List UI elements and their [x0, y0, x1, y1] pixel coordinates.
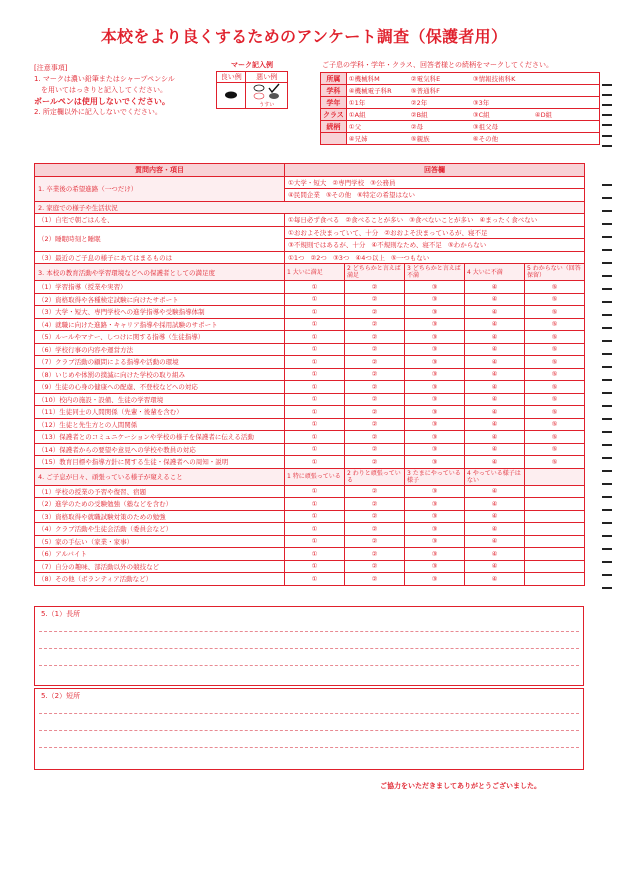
- q4-scale-header: 4 やっている様子はない: [465, 468, 525, 485]
- empty-cell: [525, 498, 585, 511]
- info-instruction: ご子息の学科・学年・クラス、回答者様との続柄をマークしてください。: [322, 61, 553, 69]
- timing-mark: [602, 496, 612, 498]
- q3-item-label: （7）クラブ活動の顧問による指導や活動の環境: [35, 356, 285, 369]
- timing-mark: [602, 104, 612, 106]
- q4-scale-header: 2 わりと頑張っている: [345, 468, 405, 485]
- filled-mark-icon: [217, 83, 246, 109]
- timing-mark: [602, 574, 612, 576]
- timing-mark: [602, 249, 612, 251]
- answer-option[interactable]: ①毎日必ず食べる: [288, 216, 340, 225]
- thin-mark-label: うすい: [259, 102, 275, 108]
- answer-bubble[interactable]: ④: [465, 418, 525, 431]
- answer-bubble[interactable]: ③: [405, 393, 465, 406]
- answer-bubble[interactable]: ③: [405, 318, 465, 331]
- answer-bubble[interactable]: ①: [285, 418, 345, 431]
- answer-option[interactable]: ①1つ: [288, 253, 305, 262]
- answer-bubble[interactable]: ②: [345, 510, 405, 523]
- answer-bubble[interactable]: ⑤: [525, 381, 585, 394]
- q2-2-label: （2）睡眠時刻と睡眠: [35, 226, 285, 251]
- info-row-options: [346, 97, 599, 109]
- info-option[interactable]: ①A組: [348, 111, 366, 119]
- timing-mark: [602, 522, 612, 524]
- answer-bubble[interactable]: ④: [465, 318, 525, 331]
- notes-section: [34, 63, 214, 118]
- timing-mark: [602, 431, 612, 433]
- answer-bubble[interactable]: ③: [405, 368, 465, 381]
- q3-item-label: （8）いじめや体罰の撲滅に向けた学校の取り組み: [35, 368, 285, 381]
- answer-bubble[interactable]: ⑤: [525, 368, 585, 381]
- q2-label: 2. 家庭での様子や生活状況: [35, 201, 585, 214]
- q4-item-label: （8）その他（ボランティア活動など）: [35, 573, 285, 586]
- answer-bubble[interactable]: ①: [285, 560, 345, 573]
- answer-option[interactable]: ①大学・短大: [288, 178, 327, 187]
- answer-bubble[interactable]: ③: [405, 485, 465, 498]
- timing-mark: [602, 197, 612, 199]
- answer-option[interactable]: ⑥特定の希望はない: [357, 191, 415, 200]
- answer-bubble[interactable]: ②: [345, 548, 405, 561]
- timing-mark: [602, 392, 612, 394]
- timing-mark: [602, 483, 612, 485]
- answer-option[interactable]: ⑤わからない: [447, 241, 487, 250]
- info-option[interactable]: ④D組: [534, 111, 553, 119]
- answer-options: [285, 251, 585, 264]
- answer-bubble[interactable]: ③: [405, 456, 465, 469]
- answer-bubble[interactable]: ②: [345, 560, 405, 573]
- good-example-label: 良い例: [217, 72, 246, 83]
- answer-bubble[interactable]: ①: [285, 318, 345, 331]
- timing-mark: [602, 210, 612, 212]
- answer-bubble[interactable]: ①: [285, 535, 345, 548]
- answer-bubble[interactable]: ①: [285, 381, 345, 394]
- header-item: 質問内容・項目: [35, 164, 285, 177]
- answer-bubble[interactable]: ④: [465, 431, 525, 444]
- answer-option[interactable]: ④まったく食べない: [479, 216, 538, 225]
- answer-option[interactable]: ③3つ: [332, 253, 350, 262]
- answer-bubble[interactable]: ④: [465, 406, 525, 419]
- answer-bubble[interactable]: ③: [405, 535, 465, 548]
- timing-mark: [602, 587, 612, 589]
- mark-example-title: マーク記入例: [231, 61, 273, 69]
- answer-bubble[interactable]: ①: [285, 306, 345, 319]
- timing-mark: [602, 314, 612, 316]
- q3-item-label: （5）ルールやマナー、しつけに関する指導（生徒指導）: [35, 331, 285, 344]
- answer-bubble[interactable]: ②: [345, 456, 405, 469]
- q3-item-label: （1）学習指導（授業や実習）: [35, 281, 285, 294]
- q3-item-label: （14）保護者からの要望や意見への学校や教員の対応: [35, 443, 285, 456]
- answer-options: [285, 239, 585, 252]
- q4-item-label: （7）自分の趣味、部活動以外の競技など: [35, 560, 285, 573]
- info-option[interactable]: ④機械電子科R: [348, 87, 392, 95]
- strengths-box[interactable]: [34, 606, 584, 686]
- answer-bubble[interactable]: ③: [405, 510, 465, 523]
- answer-bubble[interactable]: ③: [405, 406, 465, 419]
- answer-bubble[interactable]: ②: [345, 368, 405, 381]
- info-row-options: [346, 121, 599, 133]
- info-option[interactable]: ⑤親族: [410, 135, 430, 143]
- student-info-table: [320, 72, 600, 145]
- mark-example-box: [214, 60, 290, 109]
- timing-mark: [602, 535, 612, 537]
- info-option[interactable]: ③祖父母: [472, 123, 499, 131]
- answer-bubble[interactable]: ⑤: [525, 431, 585, 444]
- q4-empty-header: [525, 468, 585, 485]
- timing-mark: [602, 184, 612, 186]
- answer-bubble[interactable]: ①: [285, 548, 345, 561]
- answer-bubble[interactable]: ①: [285, 510, 345, 523]
- empty-cell: [525, 573, 585, 586]
- answer-bubble[interactable]: ①: [285, 343, 345, 356]
- q4-item-label: （3）資格取得や就職試験対策のための勉強: [35, 510, 285, 523]
- q3-label: 3. 本校の教育活動や学習環境などへの保護者としての満足度: [35, 264, 285, 281]
- timing-mark: [602, 288, 612, 290]
- answer-bubble[interactable]: ④: [465, 306, 525, 319]
- answer-option[interactable]: ③不規則ではあるが、十分: [288, 241, 366, 250]
- notes-line: 2. 所定欄以外に記入しないでください。: [34, 108, 162, 116]
- q3-item-label: （3）大学・短大、専門学校への進学指導や受験指導体制: [35, 306, 285, 319]
- answer-bubble[interactable]: ②: [345, 381, 405, 394]
- q3-scale-header: 3 どちらかと言えば不満: [405, 264, 465, 281]
- timing-mark: [602, 561, 612, 563]
- answer-option[interactable]: ③公務員: [370, 178, 396, 187]
- answer-bubble[interactable]: ①: [285, 368, 345, 381]
- answer-bubble[interactable]: ④: [465, 281, 525, 294]
- answer-bubble[interactable]: ④: [465, 331, 525, 344]
- q3-item-label: （13）保護者とのコミュニケーションや学校の様子を保護者に伝える活動: [35, 431, 285, 444]
- q3-item-label: （4）就職に向けた進路・キャリア指導や採用試験のサポート: [35, 318, 285, 331]
- timing-mark: [602, 262, 612, 264]
- timing-mark: [602, 366, 612, 368]
- answer-bubble[interactable]: ①: [285, 443, 345, 456]
- answer-bubble[interactable]: ①: [285, 573, 345, 586]
- answer-bubble[interactable]: ②: [345, 431, 405, 444]
- answer-bubble[interactable]: ⑤: [525, 406, 585, 419]
- answer-option[interactable]: ④民間企業: [288, 191, 320, 200]
- weaknesses-label: 5.（2）短所: [41, 692, 81, 700]
- answer-bubble[interactable]: ③: [405, 418, 465, 431]
- answer-option[interactable]: ②2つ: [310, 253, 327, 262]
- answer-bubble[interactable]: ④: [465, 381, 525, 394]
- answer-bubble[interactable]: ①: [285, 523, 345, 536]
- answer-options: [285, 226, 585, 239]
- info-option[interactable]: ④兄姉: [348, 135, 368, 143]
- answer-bubble[interactable]: ③: [405, 573, 465, 586]
- answer-options: [285, 214, 585, 227]
- info-option[interactable]: ①1年: [348, 99, 366, 107]
- info-option[interactable]: ②母: [410, 123, 424, 131]
- timing-mark: [602, 145, 612, 147]
- empty-cell: [525, 523, 585, 536]
- answer-bubble[interactable]: ②: [345, 498, 405, 511]
- answer-bubble[interactable]: ④: [465, 498, 525, 511]
- q3-item-label: （2）資格取得や各種検定試験に向けたサポート: [35, 293, 285, 306]
- answer-bubble[interactable]: ④: [465, 343, 525, 356]
- timing-mark: [602, 301, 612, 303]
- answer-bubble[interactable]: ②: [345, 523, 405, 536]
- info-option[interactable]: ③C組: [472, 111, 490, 119]
- answer-bubble[interactable]: ③: [405, 560, 465, 573]
- answer-bubble[interactable]: ⑤: [525, 443, 585, 456]
- info-option[interactable]: ②B組: [410, 111, 428, 119]
- answer-option[interactable]: ②専門学校: [332, 178, 365, 187]
- q4-item-label: （4）クラブ活動や生徒会活動（委員会など）: [35, 523, 285, 536]
- q2-1-label: （1）自宅で朝ごはんを、: [35, 214, 285, 227]
- answer-bubble[interactable]: ②: [345, 281, 405, 294]
- answer-bubble[interactable]: ③: [405, 431, 465, 444]
- answer-bubble[interactable]: ⑤: [525, 281, 585, 294]
- info-option[interactable]: ②2年: [410, 99, 428, 107]
- info-row-label: クラス: [321, 109, 347, 121]
- info-row-options: [346, 73, 599, 85]
- info-row-options: [346, 133, 599, 145]
- answer-bubble[interactable]: ①: [285, 498, 345, 511]
- q3-item-label: （10）校内の施設・設備、生徒の学習環境: [35, 393, 285, 406]
- q4-item-label: （5）家の手伝い（家業・家事）: [35, 535, 285, 548]
- answer-bubble[interactable]: ②: [345, 343, 405, 356]
- info-option[interactable]: ⑤普通科F: [410, 87, 440, 95]
- q4-label: 4. ご子息が日々、頑張っている様子が窺えること: [35, 468, 285, 485]
- q3-item-label: （9）生徒の心身の健康への配慮、不登校などへの対応: [35, 381, 285, 394]
- answer-bubble[interactable]: ③: [405, 343, 465, 356]
- answer-bubble[interactable]: ③: [405, 523, 465, 536]
- answer-bubble[interactable]: ②: [345, 306, 405, 319]
- q1-label: 1. 卒業後の希望進路（一つだけ）: [35, 176, 285, 201]
- answer-bubble[interactable]: ②: [345, 356, 405, 369]
- answer-bubble[interactable]: ④: [465, 535, 525, 548]
- empty-cell: [525, 548, 585, 561]
- info-row-label: 学年: [321, 97, 347, 109]
- answer-bubble[interactable]: ①: [285, 456, 345, 469]
- timing-mark: [602, 327, 612, 329]
- q3-scale-header: 1 大いに満足: [285, 264, 345, 281]
- answer-bubble[interactable]: ④: [465, 443, 525, 456]
- page-title: 本校をより良くするためのアンケート調査（保護者用）: [100, 27, 508, 46]
- answer-bubble[interactable]: ①: [285, 281, 345, 294]
- timing-mark: [602, 548, 612, 550]
- info-option[interactable]: ①父: [348, 123, 362, 131]
- answer-bubble[interactable]: ②: [345, 485, 405, 498]
- q3-item-label: （6）学校行事の内容や運営方法: [35, 343, 285, 356]
- q3-scale-header: 2 どちらかと言えば満足: [345, 264, 405, 281]
- timing-mark: [602, 236, 612, 238]
- bad-example-label: 悪い例: [246, 72, 288, 83]
- answer-options: [285, 176, 585, 189]
- answer-bubble[interactable]: ⑤: [525, 318, 585, 331]
- timing-mark: [602, 84, 612, 86]
- q3-item-label: （15）教育目標や指導方針に関する生徒・保護者への周知・説明: [35, 456, 285, 469]
- timing-mark: [602, 405, 612, 407]
- q3-scale-header: 5 わからない（回答保留）: [525, 264, 585, 281]
- info-row-options: [346, 85, 599, 97]
- answer-bubble[interactable]: ⑤: [525, 306, 585, 319]
- q3-scale-header: 4 大いに不満: [465, 264, 525, 281]
- answer-option[interactable]: ⑤その他: [325, 191, 352, 200]
- timing-mark: [602, 223, 612, 225]
- answer-bubble[interactable]: ④: [465, 573, 525, 586]
- answer-bubble[interactable]: ④: [465, 548, 525, 561]
- answer-bubble[interactable]: ①: [285, 485, 345, 498]
- info-row-label: [321, 133, 347, 145]
- q4-scale-header: 3 たまにやっている様子: [405, 468, 465, 485]
- info-row-label: 続柄: [321, 121, 347, 133]
- weaknesses-box[interactable]: [34, 688, 584, 770]
- timing-mark: [602, 418, 612, 420]
- empty-cell: [525, 535, 585, 548]
- answer-option[interactable]: ④4つ以上: [355, 253, 385, 262]
- answer-bubble[interactable]: ④: [465, 523, 525, 536]
- answer-bubble[interactable]: ④: [465, 456, 525, 469]
- answer-bubble[interactable]: ③: [405, 381, 465, 394]
- answer-bubble[interactable]: ④: [465, 560, 525, 573]
- timing-mark: [602, 353, 612, 355]
- answer-bubble[interactable]: ③: [405, 548, 465, 561]
- notes-heading: [注意事項]: [34, 64, 68, 72]
- answer-bubble[interactable]: ③: [405, 281, 465, 294]
- answer-bubble[interactable]: ②: [345, 406, 405, 419]
- q4-item-label: （6）アルバイト: [35, 548, 285, 561]
- q4-item-label: （1）学校の授業の予習や復習、宿題: [35, 485, 285, 498]
- timing-mark: [602, 379, 612, 381]
- answer-option[interactable]: ②おおよそ決まっているが、寝不足: [384, 228, 488, 237]
- info-row-label: 学科: [321, 85, 347, 97]
- info-row-options: [346, 109, 599, 121]
- timing-mark: [602, 135, 612, 137]
- notes-line: を用いてはっきりと記入してください。: [34, 86, 167, 94]
- q2-3-label: （3）最近のご子息の様子にあてはまるものは: [35, 251, 285, 264]
- answer-bubble[interactable]: ⑤: [525, 418, 585, 431]
- empty-cell: [525, 510, 585, 523]
- answer-bubble[interactable]: ④: [465, 393, 525, 406]
- notes-line: 1. マークは濃い鉛筆またはシャープペンシル: [34, 75, 175, 83]
- timing-mark: [602, 94, 612, 96]
- timing-mark: [602, 509, 612, 511]
- answer-bubble[interactable]: ⑤: [525, 356, 585, 369]
- answer-options: [285, 189, 585, 202]
- answer-bubble[interactable]: ③: [405, 331, 465, 344]
- answer-bubble[interactable]: ②: [345, 331, 405, 344]
- question-table: [34, 163, 585, 586]
- answer-bubble[interactable]: ①: [285, 393, 345, 406]
- answer-bubble[interactable]: ②: [345, 573, 405, 586]
- answer-bubble[interactable]: ①: [285, 331, 345, 344]
- q3-item-label: （11）生徒同士の人間関係（先輩・後輩を含む）: [35, 406, 285, 419]
- info-option[interactable]: ⑥その他: [472, 135, 499, 143]
- answer-bubble[interactable]: ②: [345, 318, 405, 331]
- timing-mark: [602, 340, 612, 342]
- timing-mark: [602, 124, 612, 126]
- answer-bubble[interactable]: ⑤: [525, 343, 585, 356]
- answer-option[interactable]: ⑤一つもない: [390, 253, 430, 262]
- q4-item-label: （2）進学のための受験勉強（塾などを含む）: [35, 498, 285, 511]
- timing-mark: [602, 114, 612, 116]
- q3-item-label: （12）生徒と先生方との人間関係: [35, 418, 285, 431]
- answer-bubble[interactable]: ②: [345, 535, 405, 548]
- answer-option[interactable]: ②食べることが多い: [345, 216, 404, 225]
- answer-bubble[interactable]: ①: [285, 431, 345, 444]
- answer-bubble[interactable]: ④: [465, 510, 525, 523]
- answer-bubble[interactable]: ④: [465, 356, 525, 369]
- answer-bubble[interactable]: ③: [405, 306, 465, 319]
- q4-scale-header: 1 特に頑張っている: [285, 468, 345, 485]
- empty-cell: [525, 485, 585, 498]
- answer-bubble[interactable]: ③: [405, 356, 465, 369]
- answer-bubble[interactable]: ②: [345, 418, 405, 431]
- answer-bubble[interactable]: ④: [465, 368, 525, 381]
- answer-bubble[interactable]: ③: [405, 293, 465, 306]
- timing-mark: [602, 457, 612, 459]
- answer-bubble[interactable]: ④: [465, 485, 525, 498]
- timing-mark: [602, 275, 612, 277]
- answer-bubble[interactable]: ①: [285, 293, 345, 306]
- answer-bubble[interactable]: ③: [405, 498, 465, 511]
- info-option[interactable]: ②電気科E: [410, 75, 441, 83]
- answer-option[interactable]: ③食べないことが多い: [409, 216, 474, 225]
- answer-bubble[interactable]: ①: [285, 356, 345, 369]
- timing-mark: [602, 444, 612, 446]
- answer-bubble[interactable]: ⑤: [525, 331, 585, 344]
- empty-cell: [525, 560, 585, 573]
- info-option[interactable]: ③3年: [472, 99, 490, 107]
- answer-bubble[interactable]: ②: [345, 393, 405, 406]
- answer-bubble[interactable]: ④: [465, 293, 525, 306]
- answer-option[interactable]: ①おおよそ決まっていて、十分: [288, 228, 379, 237]
- thanks-message: ご協力をいただきましてありがとうございました。: [380, 782, 541, 790]
- answer-bubble[interactable]: ①: [285, 406, 345, 419]
- info-row-label: 所属: [321, 73, 347, 85]
- answer-bubble[interactable]: ③: [405, 443, 465, 456]
- answer-bubble[interactable]: ②: [345, 443, 405, 456]
- answer-bubble[interactable]: ②: [345, 293, 405, 306]
- info-option[interactable]: ③情報技術科K: [472, 75, 516, 83]
- answer-bubble[interactable]: ⑤: [525, 393, 585, 406]
- bad-marks-icon: [246, 83, 288, 109]
- timing-mark: [602, 470, 612, 472]
- notes-warning: ボールペンは使用しないでください。: [34, 97, 170, 106]
- strengths-label: 5.（1）長所: [41, 610, 81, 618]
- info-option[interactable]: ①機械科M: [348, 75, 380, 83]
- answer-bubble[interactable]: ⑤: [525, 293, 585, 306]
- header-answer: 回答欄: [285, 164, 585, 177]
- answer-bubble[interactable]: ⑤: [525, 456, 585, 469]
- answer-option[interactable]: ④不規則なため、寝不足: [371, 241, 442, 250]
